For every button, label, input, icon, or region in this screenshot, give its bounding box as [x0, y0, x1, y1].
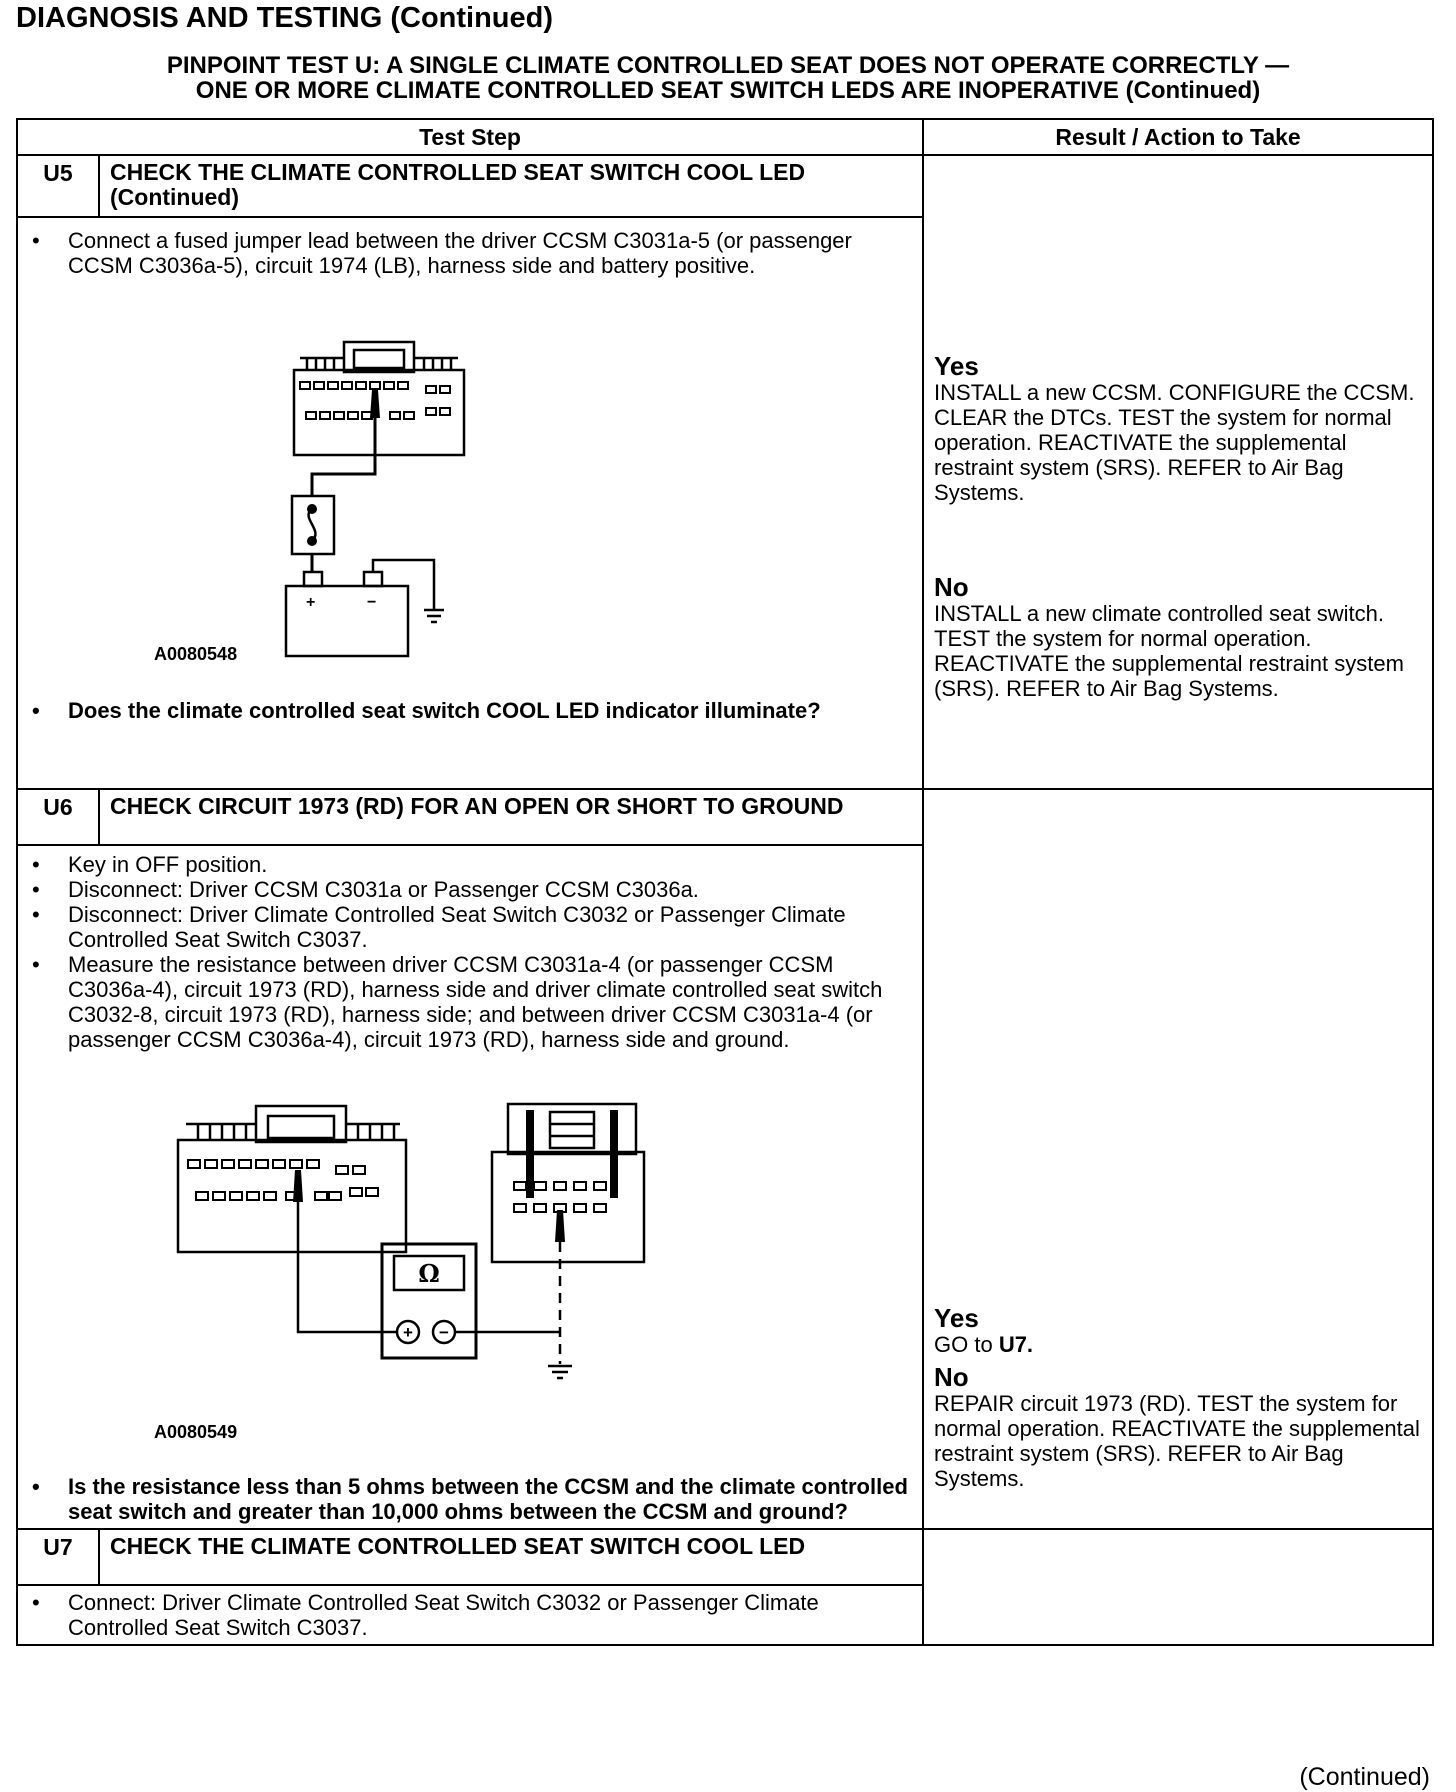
result-u6	[923, 789, 1433, 1529]
no-label-u5: No	[934, 572, 969, 602]
figure-id-u5: A0080548	[154, 644, 238, 664]
step-heading-u5: CHECK THE CLIMATE CONTROLLED SEAT SWITCH COOL LED (Continued)	[99, 155, 923, 217]
result-u5	[923, 155, 1433, 789]
table-header-row	[17, 119, 1433, 155]
action-item: • Connect a fused jumper lead between the driver CCSM C3031a-5 (or passenger CCSM C3036a-5), circuit 1974 (LB), harness side and battery positive.	[30, 228, 910, 278]
step-u7-header-row	[17, 1529, 1433, 1585]
action-item: • Disconnect: Driver Climate Controlled Seat Switch C3032 or Passenger Climate Controlled Seat Switch C3037.	[30, 902, 910, 952]
yes-action-u6	[934, 1332, 1428, 1357]
step-id-u7: U7	[17, 1529, 99, 1585]
yes-action-prefix: GO to	[934, 1332, 999, 1357]
continued-label: (Continued)	[1299, 1763, 1430, 1791]
step-id-u6: U6	[17, 789, 99, 845]
action-item: • Measure the resistance between driver CCSM C3031a-4 (or passenger CCSM C3036a-4), circuit 1973 (RD), harness side and driver climate controlled seat switch C3032-8, circuit 1973 (RD), harness side; and between driver CCSM C3031a-4 (or passenger CCSM C3036a-4), circuit 1973 (RD), harness side and ground.	[30, 952, 910, 1052]
test-title-line-2: ONE OR MORE CLIMATE CONTROLLED SEAT SWITCH LEDS ARE INOPERATIVE (Continued)	[195, 77, 1261, 104]
no-label-u6: No	[934, 1362, 969, 1392]
no-action-u5: INSTALL a new climate controlled seat switch. TEST the system for normal operation. REACTIVATE the supplemental restraint system (SRS). REFER to Air Bag Systems.	[934, 601, 1404, 701]
jumper-lead-diagram	[30, 278, 810, 698]
yes-label-u5: Yes	[934, 351, 979, 381]
ground-symbol	[548, 1366, 572, 1378]
step-u5-header-row	[17, 155, 1433, 217]
figure-u6	[30, 1052, 910, 1474]
svg-text:+: +	[306, 594, 316, 611]
svg-text:−: −	[439, 1323, 449, 1342]
action-item: • Connect: Driver Climate Controlled Seat Switch C3032 or Passenger Climate Controlled Seat Switch C3037.	[30, 1590, 910, 1640]
go-to-u7-link[interactable]: U7.	[998, 1332, 1034, 1357]
step-u6-header-row	[17, 789, 1433, 845]
action-item: • Key in OFF position.	[30, 852, 910, 877]
page-title: DIAGNOSIS AND TESTING (Continued)	[16, 2, 554, 34]
step-body-u5	[17, 217, 923, 789]
yes-label-u6: Yes	[934, 1303, 979, 1333]
pinpoint-test-title	[0, 53, 1456, 103]
result-u7	[923, 1529, 1433, 1645]
yes-action-u5: INSTALL a new CCSM. CONFIGURE the CCSM. CLEAR the DTCs. TEST the system for normal operation. REACTIVATE the supplemental restraint system (SRS). REFER to Air Bag Systems.	[934, 380, 1415, 505]
figure-id-u6: A0080549	[154, 1422, 238, 1442]
ground-symbol	[424, 610, 444, 622]
question-u6: • Is the resistance less than 5 ohms between the CCSM and the climate controlled seat switch and greater than 10,000 ohms between the CCSM and ground?	[30, 1474, 910, 1524]
step-body-u7	[17, 1585, 923, 1645]
step-heading-u7: CHECK THE CLIMATE CONTROLLED SEAT SWITCH COOL LED	[99, 1529, 923, 1585]
step-heading-u6: CHECK CIRCUIT 1973 (RD) FOR AN OPEN OR SHORT TO GROUND	[99, 789, 923, 845]
test-title-line-1: PINPOINT TEST U: A SINGLE CLIMATE CONTROLLED SEAT DOES NOT OPERATE CORRECTLY —	[166, 52, 1290, 79]
question-u5: • Does the climate controlled seat switch COOL LED indicator illuminate?	[30, 698, 910, 723]
pinpoint-test-table	[16, 118, 1434, 1646]
ohm-symbol: Ω	[418, 1259, 440, 1288]
svg-text:−: −	[367, 594, 377, 611]
figure-u5	[30, 278, 910, 698]
step-id-u5: U5	[17, 155, 99, 217]
svg-text:+: +	[403, 1323, 413, 1342]
no-action-u6: REPAIR circuit 1973 (RD). TEST the system for normal operation. REACTIVATE the supplemental restraint system (SRS). REFER to Air Bag Systems.	[934, 1391, 1420, 1491]
col-header-test-step: Test Step	[17, 119, 923, 155]
battery-symbol	[286, 586, 408, 656]
step-body-u6	[17, 845, 923, 1529]
col-header-result: Result / Action to Take	[923, 119, 1433, 155]
resistance-measurement-diagram	[30, 1052, 810, 1474]
action-item: • Disconnect: Driver CCSM C3031a or Passenger CCSM C3036a.	[30, 877, 910, 902]
